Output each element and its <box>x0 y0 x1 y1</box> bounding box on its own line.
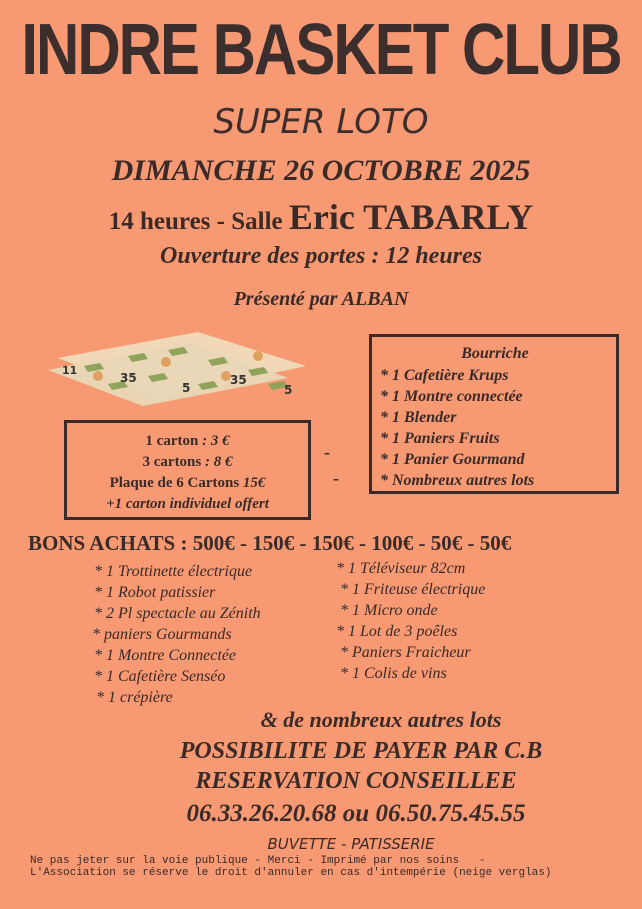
lot-item: * 1 Colis de vins <box>340 665 447 682</box>
event-title: SUPER LOTO <box>213 102 429 142</box>
event-time: 14 heures - Salle <box>108 208 283 235</box>
doors-opening: Ouverture des portes : 12 heures <box>160 243 482 269</box>
prices-box <box>64 420 311 520</box>
event-date: DIMANCHE 26 OCTOBRE 2025 <box>111 154 531 187</box>
event-time-venue <box>0 196 642 238</box>
presenter: Présenté par ALBAN <box>233 288 409 310</box>
bourriche-item: * 1 Cafetière Krups <box>380 367 509 384</box>
bourriche-item: * 1 Panier Gourmand <box>380 451 525 468</box>
price-line: +1 carton individuel offert <box>106 496 269 512</box>
card-number: 5 <box>284 383 293 397</box>
more-lots: & de nombreux autres lots <box>260 707 502 732</box>
legal-line: Ne pas jeter sur la voie publique - Merci - Imprimé par nos soins - <box>30 855 486 867</box>
price-line: Plaque de 6 Cartons 15€ <box>109 475 266 491</box>
lot-item: * Paniers Fraicheur <box>340 644 471 661</box>
legal-notice <box>30 855 552 879</box>
bourriche-item: * 1 Paniers Fruits <box>380 430 500 447</box>
lot-item: * 1 Micro onde <box>340 602 438 619</box>
card-number: 35 <box>120 371 137 385</box>
lot-item: * 1 Robot patissier <box>94 584 216 601</box>
lots-list-left <box>92 561 261 708</box>
card-number: 35 <box>230 373 247 387</box>
bourriche-item: * 1 Montre connectée <box>380 388 523 405</box>
card-number: 11 <box>62 364 78 377</box>
dash: - <box>333 468 339 488</box>
bourriche-box <box>369 334 619 494</box>
loto-cards-image <box>48 326 306 406</box>
bourriche-item: * 1 Blender <box>380 409 457 426</box>
lot-item: * 1 crépière <box>96 689 173 706</box>
card-payment: POSSIBILITE DE PAYER PAR C.B <box>179 738 543 764</box>
lot-item: * 1 Friteuse électrique <box>340 581 486 598</box>
lot-item: * paniers Gourmands <box>92 626 232 643</box>
bourriche-item: * Nombreux autres lots <box>380 472 535 489</box>
lot-item: * 1 Cafetière Senséo <box>94 668 226 685</box>
price-line: 3 cartons : 8 € <box>142 454 233 470</box>
reservation-note: RESERVATION CONSEILLEE <box>195 768 517 794</box>
dash: - <box>324 442 330 462</box>
card-number: 5 <box>182 381 191 395</box>
price-line: 1 carton : 3 € <box>145 433 230 449</box>
bons-achats: BONS ACHATS : 500€ - 150€ - 150€ - 100€ - 50€ - 50€ <box>28 531 512 555</box>
lot-item: * 1 Montre Connectée <box>94 647 237 664</box>
lot-item: * 1 Lot de 3 poêles <box>336 623 458 640</box>
event-venue: Eric TABARLY <box>288 197 534 237</box>
phone-numbers: 06.33.26.20.68 ou 06.50.75.45.55 <box>186 800 526 827</box>
legal-line: L'Association se réserve le droit d'annuler en cas d'intempérie (neige verglas) <box>30 867 552 879</box>
club-title: INDRE BASKET CLUB <box>21 9 621 90</box>
bourriche-title: Bourriche <box>461 345 529 362</box>
buvette: BUVETTE - PATISSERIE <box>267 835 435 853</box>
lot-item: * 1 Trottinette électrique <box>94 563 253 580</box>
lots-list-right <box>336 558 485 684</box>
lot-item: * 1 Téléviseur 82cm <box>336 560 466 577</box>
lot-item: * 2 Pl spectacle au Zénith <box>94 605 261 622</box>
